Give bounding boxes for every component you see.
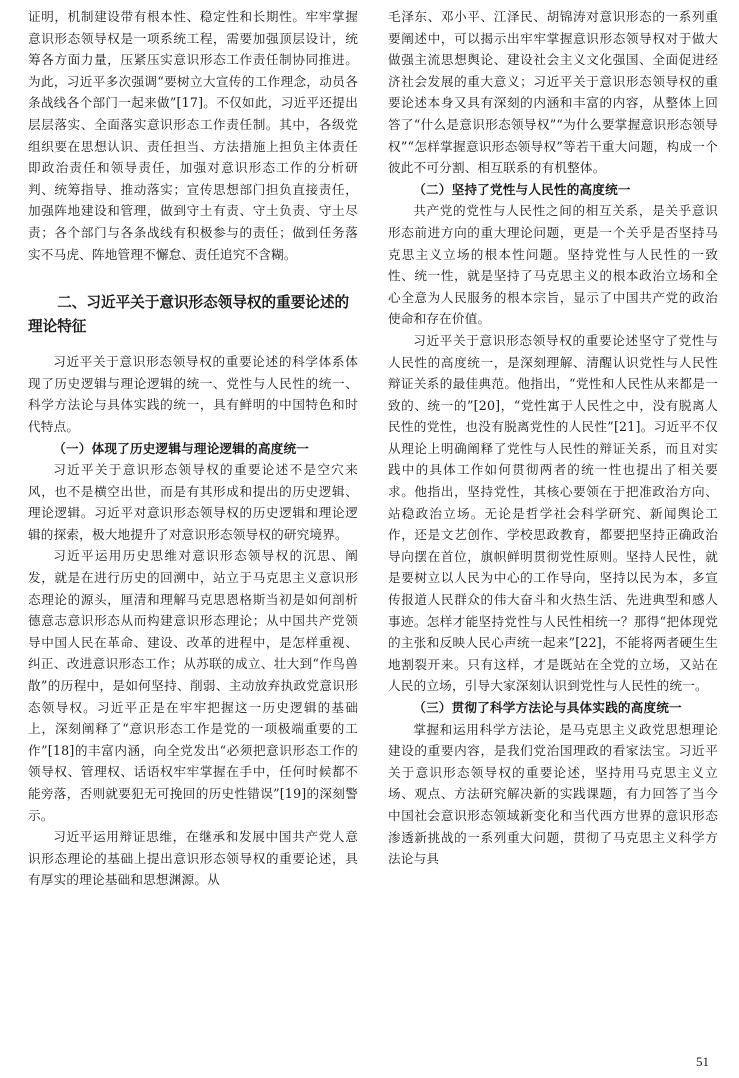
paragraph: 习近平运用辩证思维，在继承和发展中国共产党人意识形态理论的基础上提出意识形态领导权的重要论述，具有厚实的理论基础和思想渊源。从 <box>28 829 358 888</box>
left-column <box>28 6 358 891</box>
paragraph: 习近平关于意识形态领导权的重要论述不是空穴来风，也不是横空出世，而是有其形成和提出的历史逻辑、理论逻辑。习近平对意识形态领导权的历史逻辑和理论逻辑的探索，极大地提升了对意识形态领导权的研究境界。 <box>28 462 358 542</box>
paragraph: 毛泽东、邓小平、江泽民、胡锦涛对意识形态的一系列重要阐述中，可以揭示出牢牢掌握意识形态领导权对于做大做强主流思想舆论、建设社会主义文化强国、全面促进经济社会发展的重大意义；习近平关于意识形态领导权的重要论述本身又具有深刻的内涵和丰富的内容，从整体上回答了“什么是意识形态领导权”“为什么要掌握意识形态领导权”“怎样掌握意识形态领导权”等若干重大问题，构成一个彼此不可分割、相互联系的有机整体。 <box>388 9 718 176</box>
section-heading: 二、习近平关于意识形态领导权的重要论述的理论特征 <box>28 294 350 336</box>
paragraph: 习近平关于意识形态领导权的重要论述坚守了党性与人民性的高度统一，是深刻理解、清醒认识党性与人民性辩证关系的最佳典范。他指出，“党性和人民性从来都是一致的、统一的”[20]，“党性寓于人民性之中，没有脱离人民性的党性，也没有脱离党性的人民性”[21]。习近平不仅从理论上明确阐释了党性与人民性的辩证关系，而且对实践中的具体工作如何贯彻两者的统一性也提出了相关要求。他指出，坚持党性，其核心要领在于把准政治方向、站稳政治立场。无论是哲学社会科学研究、新闻舆论工作，还是文艺创作、学校思政教育，都要把坚持正确政治导向摆在首位，旗帜鲜明贯彻党性原则。坚持人民性，就是要树立以人民为中心的工作导向，坚持以民为本，多宣传报道人民群众的伟大奋斗和火热生活、先进典型和感人事迹。怎样才能坚持党性与人民性相统一？那得“把体现党的主张和反映人民心声统一起来”[22]，不能将两者硬生生地割裂开来。只有这样，才是既站在全党的立场，又站在人民的立场，引导大家深刻认识到党性与人民性的统一。 <box>388 332 718 694</box>
subsection-heading-1: （一）体现了历史逻辑与理论逻辑的高度统一 <box>53 440 310 456</box>
subsection-heading-2: （二）坚持了党性与人民性的高度统一 <box>413 181 631 197</box>
paragraph: 共产党的党性与人民性之间的相互关系，是关乎意识形态前进方向的重大理论问题，更是一个关乎是否坚持马克思主义立场的根本性问题。坚持党性与人民性的一致性、统一性，就是坚持了马克思主义的根本政治立场和全心全意为人民服务的根本宗旨，显示了中国共产党的政治使命和存在价值。 <box>388 203 718 327</box>
right-column <box>388 6 718 870</box>
paragraph: 习近平运用历史思维对意识形态领导权的沉思、阐发，就是在进行历史的回溯中，站立于马克思主义意识形态理论的源头，厘清和理解马克思恩格斯当初是如何剖析德意志意识形态从而构建意识形态理论；从中国共产党领导中国人民在革命、建设、改革的进程中，是怎样重视、纠正、改进意识形态工作；从苏联的成立、壮大到“作鸟兽散”的历程中，是如何坚持、削弱、主动放弃执政党意识形态领导权。习近平正是在牢牢把握这一历史逻辑的基础上，深刻阐释了“意识形态工作是党的一项极端重要的工作”[18]的丰富内涵，向全党发出“必须把意识形态工作的领导权、管理权、话语权牢牢掌握在手中，任何时候都不能旁落，否则就要犯无可挽回的历史性错误”[19]的深刻警示。 <box>28 548 358 823</box>
paragraph: 掌握和运用科学方法论，是马克思主义政党思想理论建设的重要内容，是我们党治国理政的看家法宝。习近平关于意识形态领导权的重要论述，坚持用马克思主义立场、观点、方法研究解决新的实践课题，有力回答了当今中国社会意识形态领域新变化和当代西方世界的意识形态渗透新挑战的一系列重大问题，贯彻了马克思主义科学方法论与具 <box>388 721 718 867</box>
paragraph: 习近平关于意识形态领导权的重要论述的科学体系体现了历史逻辑与理论逻辑的统一、党性与人民性的统一、科学方法论与具体实践的统一，具有鲜明的中国特色和时代特点。 <box>28 354 358 434</box>
subsection-heading-3: （三）贯彻了科学方法论与具体实践的高度统一 <box>413 700 682 715</box>
paragraph: 证明，机制建设带有根本性、稳定性和长期性。牢牢掌握意识形态领导权是一项系统工程，需要加强顶层设计，统筹各方面力量，压紧压实意识形态工作责任制协同推进。为此，习近平多次强调“要树立大宣传的工作理念，动员各条战线各个部门一起来做”[17]。不仅如此，习近平还提出层层落实、全面落实意识形态工作责任制。其中，各级党组织要在思想认识、责任担当、方法措施上担负主体责任即政治责任和领导责任，加强对意识形态工作的分析研判、统筹指导、推动落实；宣传思想部门担负直接责任，加强阵地建设和管理，做到守土有责、守土负责、守土尽责；各个部门与各条战线有积极参与的责任；做到任务落实不马虎、阵地管理不懈怠、责任追究不含糊。 <box>28 9 358 262</box>
page-number: 51 <box>696 1054 709 1069</box>
